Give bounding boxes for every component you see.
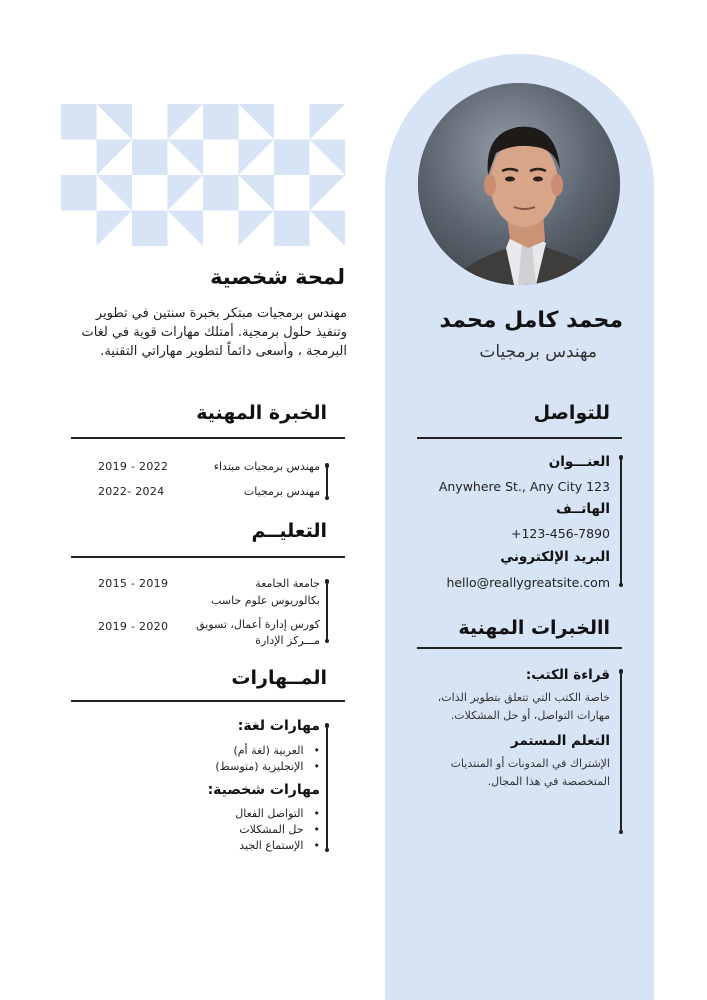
skills-title: المــهارات (231, 667, 327, 689)
pattern-tile (61, 104, 97, 140)
work-item-title: مهندس برمجيات (243, 485, 320, 498)
personal-skill-item: • الإستماع الجيد (140, 838, 320, 854)
work-item-title: مهندس برمجيات مبتداء (213, 460, 320, 473)
side-experiences-title: االخبرات المهنية (458, 617, 610, 639)
pattern-tile (97, 211, 133, 247)
pattern-tile (274, 211, 310, 247)
education-item-dates: 2019 - 2020 (98, 620, 169, 633)
work-title: الخبرة المهنية (196, 402, 327, 424)
side-experiences-timeline-line (620, 671, 622, 832)
about-title: لمحة شخصية (210, 265, 345, 289)
pattern-tile (203, 104, 239, 140)
education-item-dates: 2015 - 2019 (98, 577, 169, 590)
person-role: مهندس برمجيات (479, 342, 597, 362)
language-skills-label: مهارات لغة: (237, 718, 320, 734)
pattern-tile (168, 175, 204, 211)
pattern-tile (61, 175, 97, 211)
pattern-tile (310, 175, 346, 211)
education-item-line1: كورس إدارة أعمال، تسويق (196, 618, 320, 631)
address-value: Anywhere St., Any City 123 (438, 479, 610, 494)
person-portrait-icon (418, 83, 620, 285)
pattern-tile (168, 104, 204, 140)
personal-skills-list (140, 806, 320, 854)
personal-skills-label: مهارات شخصية: (207, 782, 320, 798)
learning-label: التعلم المستمر (510, 733, 610, 749)
work-timeline-line (326, 465, 328, 498)
reading-desc-line1: خاصة الكتب التي تتعلق بتطوير الذات، (437, 691, 610, 704)
education-item-line1: جامعة الجامعة (255, 577, 320, 590)
learning-desc-line2: المتخصصة في هذا المجال. (487, 775, 610, 788)
pattern-tile (168, 211, 204, 247)
pattern-tile (239, 104, 275, 140)
pattern-tile (274, 140, 310, 176)
contact-timeline-line (620, 457, 622, 585)
work-divider (71, 437, 345, 439)
education-item-line2: بكالوريوس علوم حاسب (211, 594, 320, 607)
phone-label: الهاتــف (555, 501, 610, 517)
education-item-line2: مـــركز الإدارة (255, 634, 320, 647)
email-label: البريد الإلكتروني (500, 549, 610, 565)
pattern-tile (310, 211, 346, 247)
personal-skill-item: • التواصل الفعال (140, 806, 320, 822)
language-skills-list (140, 743, 320, 775)
profile-photo (418, 83, 620, 285)
pattern-tile (310, 104, 346, 140)
side-experiences-divider (417, 647, 622, 649)
address-label: العنـــوان (548, 454, 610, 470)
language-skill-item: • العربية (لغة أم) (140, 743, 320, 759)
about-text: مهندس برمجيات مبتكر بخبرة سنتين في تطوير وتنفيذ حلول برمجية. أمتلك مهارات قوية في لغات البرمجة ، وأسعى دائماً لتطوير مهاراتي التقنية. (81, 306, 347, 359)
pattern-tile (132, 140, 168, 176)
education-timeline-line (326, 581, 328, 641)
contact-title: للتواصل (533, 402, 610, 424)
pattern-tile (97, 140, 133, 176)
pattern-tile (132, 211, 168, 247)
work-item-dates: 2022- 2024 (98, 485, 165, 498)
pattern-tile (97, 175, 133, 211)
learning-desc-line1: الإشتراك في المدونات أو المنتديات (450, 757, 610, 770)
reading-desc-line2: مهارات التواصل، أو حل المشكلات. (450, 709, 610, 722)
skills-divider (71, 700, 345, 702)
pattern-tile (310, 140, 346, 176)
pattern-tile (239, 175, 275, 211)
pattern-tile (203, 175, 239, 211)
contact-divider (417, 437, 622, 439)
person-name: محمد كامل محمد (439, 308, 623, 333)
personal-skill-item: • حل المشكلات (140, 822, 320, 838)
geometric-pattern (61, 104, 345, 246)
email-value: hello@reallygreatsite.com (446, 575, 610, 590)
pattern-tile (239, 140, 275, 176)
education-title: التعليــم (251, 520, 327, 542)
language-skill-item: • الإنجليزية (متوسط) (140, 759, 320, 775)
work-item-dates: 2019 - 2022 (98, 460, 169, 473)
reading-label: قراءة الكتب: (525, 667, 610, 683)
pattern-tile (168, 140, 204, 176)
phone-value: +123-456-7890 (510, 526, 610, 541)
skills-timeline-line (326, 725, 328, 850)
pattern-tile (239, 211, 275, 247)
education-divider (71, 556, 345, 558)
pattern-tile (97, 104, 133, 140)
